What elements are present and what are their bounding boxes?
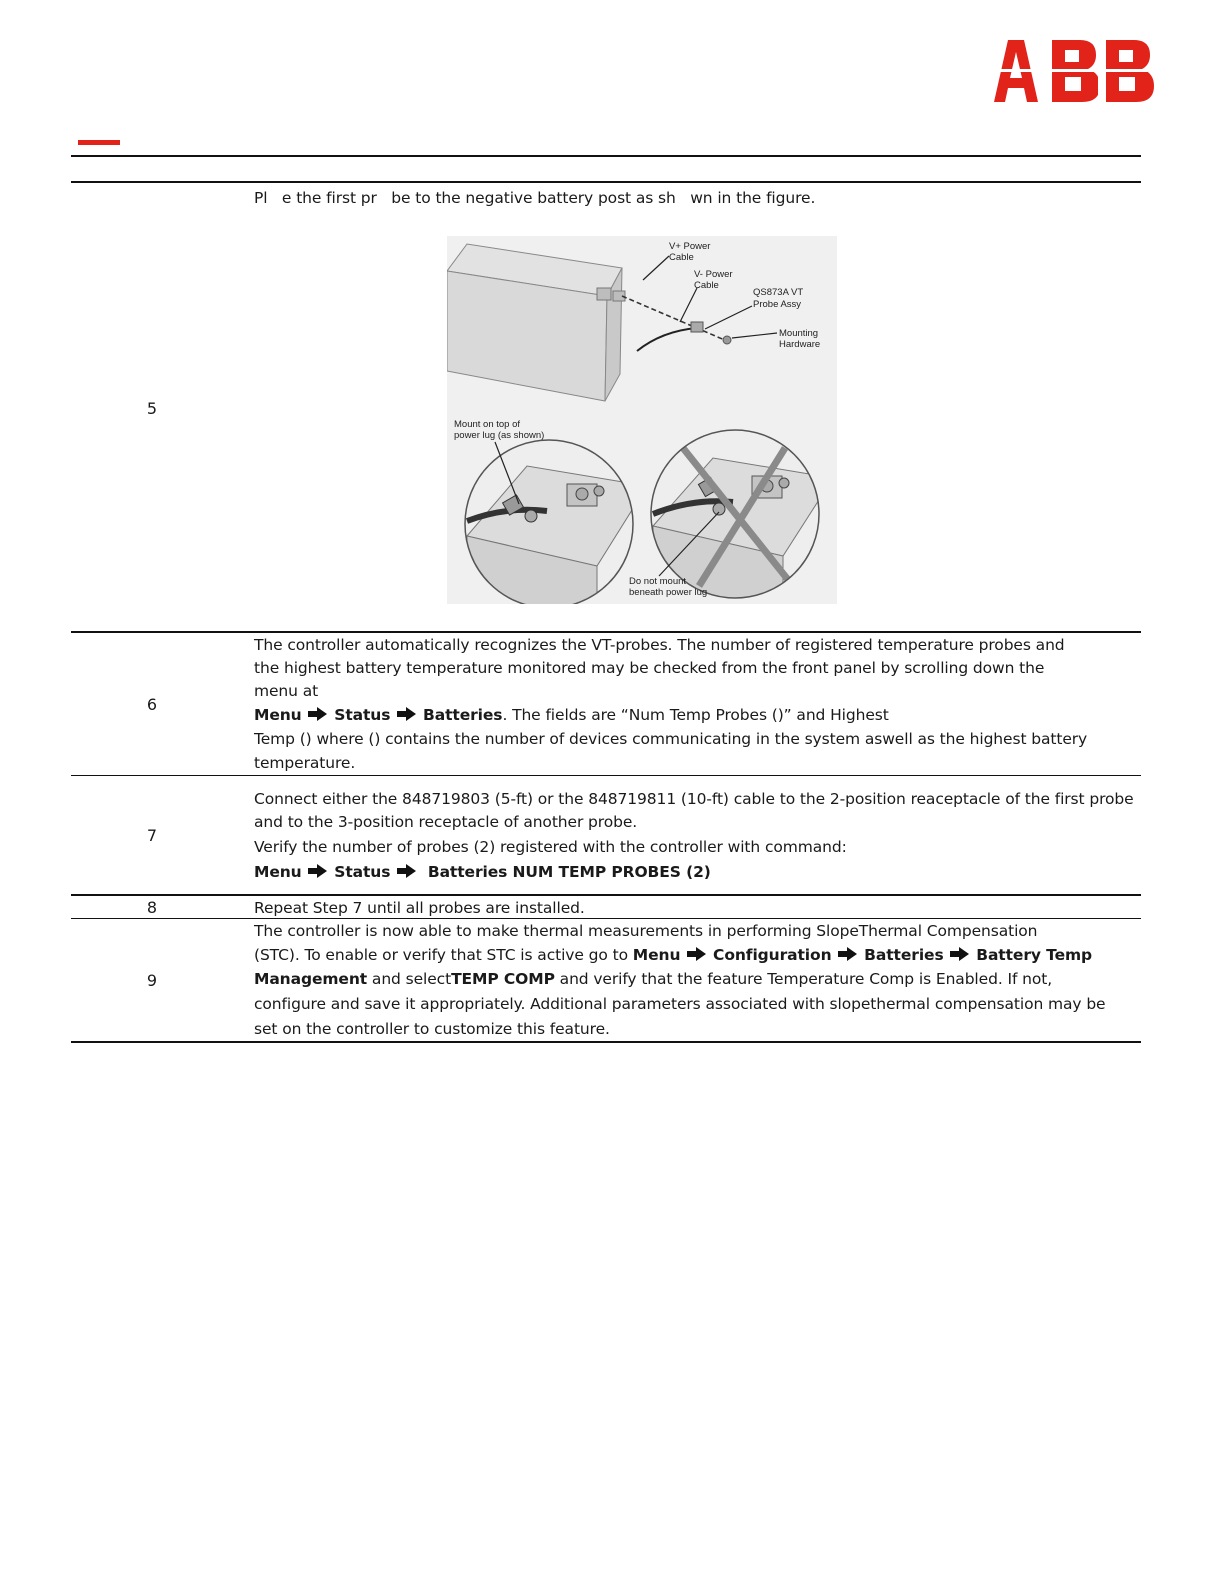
temp-comp-keyword: TEMP COMP bbox=[451, 970, 555, 988]
header-rule bbox=[71, 155, 1141, 157]
step-9-text bbox=[254, 920, 1134, 1041]
battery-temp-keyword: Battery Temp bbox=[976, 946, 1093, 964]
battery-probe-diagram bbox=[447, 236, 837, 604]
abb-logo bbox=[994, 40, 1156, 102]
row-divider-8-9 bbox=[71, 918, 1141, 919]
label-mounting-hw-2: Hardware bbox=[779, 339, 821, 350]
row-divider-5-6 bbox=[71, 631, 1141, 633]
step-6-line-5: Temp () where () contains the number of devices communicating in the system aswell as the highest battery bbox=[254, 730, 1088, 748]
step-number-6: 6 bbox=[146, 695, 158, 714]
step-number-9: 9 bbox=[146, 971, 158, 990]
step-number-7: 7 bbox=[146, 826, 158, 845]
arrow-right-icon bbox=[397, 864, 416, 878]
step-7-line-3: Verify the number of probes (2) registered with the controller with command: bbox=[254, 838, 847, 856]
step-6-text bbox=[254, 634, 1134, 775]
step-9-line-3-post: and verify that the feature Temperature Comp is Enabled. If not, bbox=[554, 970, 1053, 988]
label-probe-1: QS873A VT bbox=[753, 287, 804, 298]
step-5-caption bbox=[254, 187, 1134, 210]
step-9-line-4: configure and save it appropriately. Additional parameters associated with slopethermal compensation may be bbox=[254, 995, 1106, 1013]
label-mount-top-2: power lug (as shown) bbox=[454, 430, 545, 441]
status-keyword: Status bbox=[334, 706, 391, 724]
battery-probe-figure bbox=[447, 236, 837, 604]
step-9-line-1: The controller is now able to make thermal measurements in performing SlopeThermal Compensation bbox=[254, 922, 1038, 940]
step-number-5: 5 bbox=[146, 399, 158, 418]
step-6-line-4-rest: . The fields are “Num Temp Probes ()” and Highest bbox=[502, 706, 889, 724]
step-9-line-3 bbox=[254, 968, 1134, 991]
table-bottom-rule bbox=[71, 1041, 1141, 1043]
label-probe-2: Probe Assy bbox=[753, 299, 802, 310]
arrow-right-icon bbox=[308, 864, 327, 878]
label-mount-top-1: Mount on top of bbox=[454, 419, 521, 430]
abb-logo-graphic bbox=[994, 40, 1156, 102]
batteries-keyword: Batteries bbox=[423, 706, 503, 724]
step-7-command bbox=[254, 861, 1134, 884]
label-vplus-2: Cable bbox=[669, 252, 694, 263]
step-6-line-2: the highest battery temperature monitored may be checked from the front panel by scrolling down the bbox=[254, 659, 1045, 677]
step-7-line-2: and to the 3-position receptacle of another probe. bbox=[254, 813, 638, 831]
arrow-right-icon bbox=[397, 707, 416, 721]
table-top-rule bbox=[71, 181, 1141, 183]
step-8-line-1: Repeat Step 7 until all probes are installed. bbox=[254, 899, 585, 917]
step-9-line-2-pre: (STC). To enable or verify that STC is active go to bbox=[254, 946, 633, 964]
step-number-8: 8 bbox=[146, 898, 158, 917]
step-9-line-2 bbox=[254, 944, 1134, 967]
configuration-keyword: Configuration bbox=[713, 946, 832, 964]
arrow-right-icon bbox=[687, 947, 706, 961]
step-5-caption-text: Pl e the first pr be to the negative battery post as sh wn in the figure. bbox=[254, 189, 816, 207]
batteries-keyword: Batteries bbox=[864, 946, 944, 964]
arrow-right-icon bbox=[838, 947, 857, 961]
status-keyword: Status bbox=[334, 863, 391, 881]
label-vplus-1: V+ Power bbox=[669, 241, 711, 252]
label-vminus-1: V- Power bbox=[694, 269, 733, 280]
label-vminus-2: Cable bbox=[694, 280, 719, 291]
label-do-not-mount-2: beneath power lug bbox=[629, 587, 708, 598]
row-divider-6-7 bbox=[71, 775, 1141, 776]
management-keyword: Management bbox=[254, 970, 368, 988]
label-mounting-hw-1: Mounting bbox=[779, 328, 819, 339]
step-9-line-5: set on the controller to customize this feature. bbox=[254, 1020, 610, 1038]
step-6-line-3: menu at bbox=[254, 682, 319, 700]
arrow-right-icon bbox=[950, 947, 969, 961]
step-6-menu-path bbox=[254, 704, 1134, 727]
header-accent-bar bbox=[78, 140, 120, 145]
step-7-text bbox=[254, 788, 1134, 884]
menu-keyword: Menu bbox=[632, 946, 681, 964]
step-6-line-6: temperature. bbox=[254, 754, 356, 772]
step-7-line-1: Connect either the 848719803 (5-ft) or the 848719811 (10-ft) cable to the 2-position reaceptacle of the first probe bbox=[254, 790, 1134, 808]
step-6-line-1: The controller automatically recognizes the VT-probes. The number of registered temperature probes and bbox=[254, 636, 1065, 654]
step-8-text bbox=[254, 897, 1134, 920]
menu-keyword: Menu bbox=[254, 863, 302, 881]
arrow-right-icon bbox=[308, 707, 327, 721]
step-9-line-3-mid: and select bbox=[367, 970, 452, 988]
batteries-num-temp-probes: Batteries NUM TEMP PROBES (2) bbox=[427, 863, 711, 881]
menu-keyword: Menu bbox=[254, 706, 302, 724]
row-divider-7-8 bbox=[71, 894, 1141, 896]
label-do-not-mount-1: Do not mount bbox=[629, 576, 687, 587]
